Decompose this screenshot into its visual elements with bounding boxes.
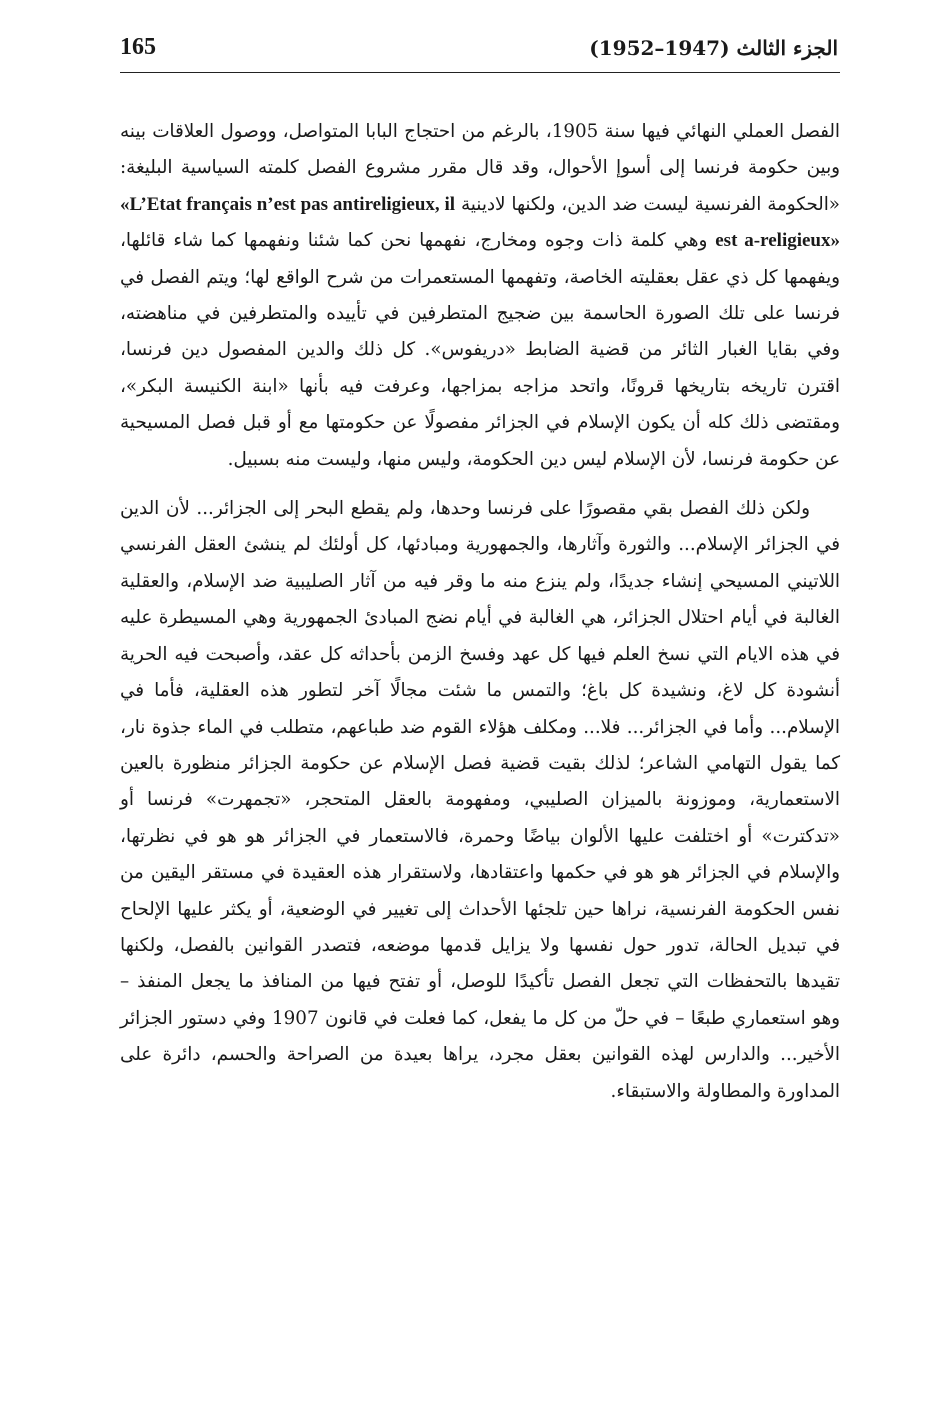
french-quote: «L’Etat français n’est pas antireligieux, il est a-religieux» (120, 193, 840, 252)
book-page (120, 28, 840, 1110)
paragraph-1-part-1: الفصل العملي النهائي فيها سنة 1905، بالرغم من احتجاج البابا المتواصل، ووصول العلاقات بينه وبين حكومة فرنسا إلى أسوإ الأحوال، وقد قال مقرر مشروع الفصل كلمته السياسية البليغة: «الحكومة الفرنسية ليست ضد الدين، ولكنها لادينية (120, 121, 840, 215)
body-text (120, 114, 840, 1110)
paragraph-1-part-2: وهي كلمة ذات وجوه ومخارج، نفهمها نحن كما شئنا ونفهمها كما شاء قائلها، ويفهمها كل ذي عقل بعقليته الخاصة، وتفهمها المستعمرات من شرح الواقع لها؛ ويتم الفصل في فرنسا على تلك الصورة الحاسمة بين ضجيج المتطرفين في تأييده والمتطرفين في مناهضته، وفي بقايا الغبار الثائر من قضية الضابط «دريفوس». كل ذلك والدين المفصول دين فرنسا، اقترن تاريخه بتاريخها قرونًا، واتحد مزاجه بمزاجها، وعرفت فيه بأنها «ابنة الكنيسة البكر»، ومقتضى ذلك كله أن يكون الإسلام في الجزائر مفصولًا عن حكومتها مع أو قبل فصل المسيحية عن حكومة فرنسا، لأن الإسلام ليس دين الحكومة، وليس منها، وليست منه بسبيل. (120, 230, 840, 470)
page-number: 165 (120, 34, 156, 60)
paragraph-2: ولكن ذلك الفصل بقي مقصورًا على فرنسا وحدها، ولم يقطع البحر إلى الجزائر... لأن الدين في الجزائر الإسلام... والثورة وآثارها، والجمهورية ومبادئها، كل أولئك لم ينشئ العقل الفرنسي اللاتيني المسيحي إنشاء جديدًا، ولم ينزع منه ما وقر فيه من آثار الصليبية ضد الإسلام، والعقلية الغالبة في أيام احتلال الجزائر، هي الغالبة في أيام نضج المبادئ الجمهورية وهي المسيطرة عليه في هذه الايام التي نسخ العلم فيها كل عهد وفسخ الزمن بأحداثه كل عقد، وأصبحت فيه الحرية أنشودة كل لاغ، ونشيدة كل باغ؛ والتمس ما شئت مجالًا آخر لتطور هذه العقلية، فأما في الإسلام... وأما في الجزائر... فلا... ومكلف هؤلاء القوم ضد طباعهم، متطلب في الماء جذوة نار، كما يقول التهامي الشاعر؛ لذلك بقيت قضية فصل الإسلام عن حكومة الجزائر منظورة بالعين الاستعمارية، وموزونة بالميزان الصليبي، ومفهومة بالعقل المتحجر، «تجمهرت» فرنسا أو «تدكترت» أو اختلفت عليها الألوان بياضًا وحمرة، فالاستعمار في الجزائر هو هو في نظرتها، والإسلام في الجزائر هو هو في حكمها واعتقادها، ولاستقرار هذه العقيدة في مستقر اليقين من نفس الحكومة الفرنسية، نراها حين تلجئها الأحداث إلى تغيير في الوضعية، أو يكثر عليها الإلحاح في تبديل الحالة، تدور حول نفسها ولا يزايل قدمها موضعه، فتصدر القوانين بالفصل، ولكنها تقيدها بالتحفظات التي تجعل الفصل تأكيدًا للوصل، أو تفتح فيها من المنافذ ما يجعل المنفذ – وهو استعماري طبعًا – في حلّ من كل ما يفعل، كما فعلت في قانون 1907 وفي دستور الجزائر الأخير... والدارس لهذه القوانين بعقل مجرد، يراها بعيدة من الصراحة والحسم، دائرة على المداورة والمطاولة والاستبقاء. (120, 498, 840, 1102)
running-title: الجزء الثالث (1947–1952) (589, 36, 838, 60)
paragraph-1 (120, 114, 840, 478)
page-header (120, 28, 840, 74)
header-rule (120, 72, 840, 73)
